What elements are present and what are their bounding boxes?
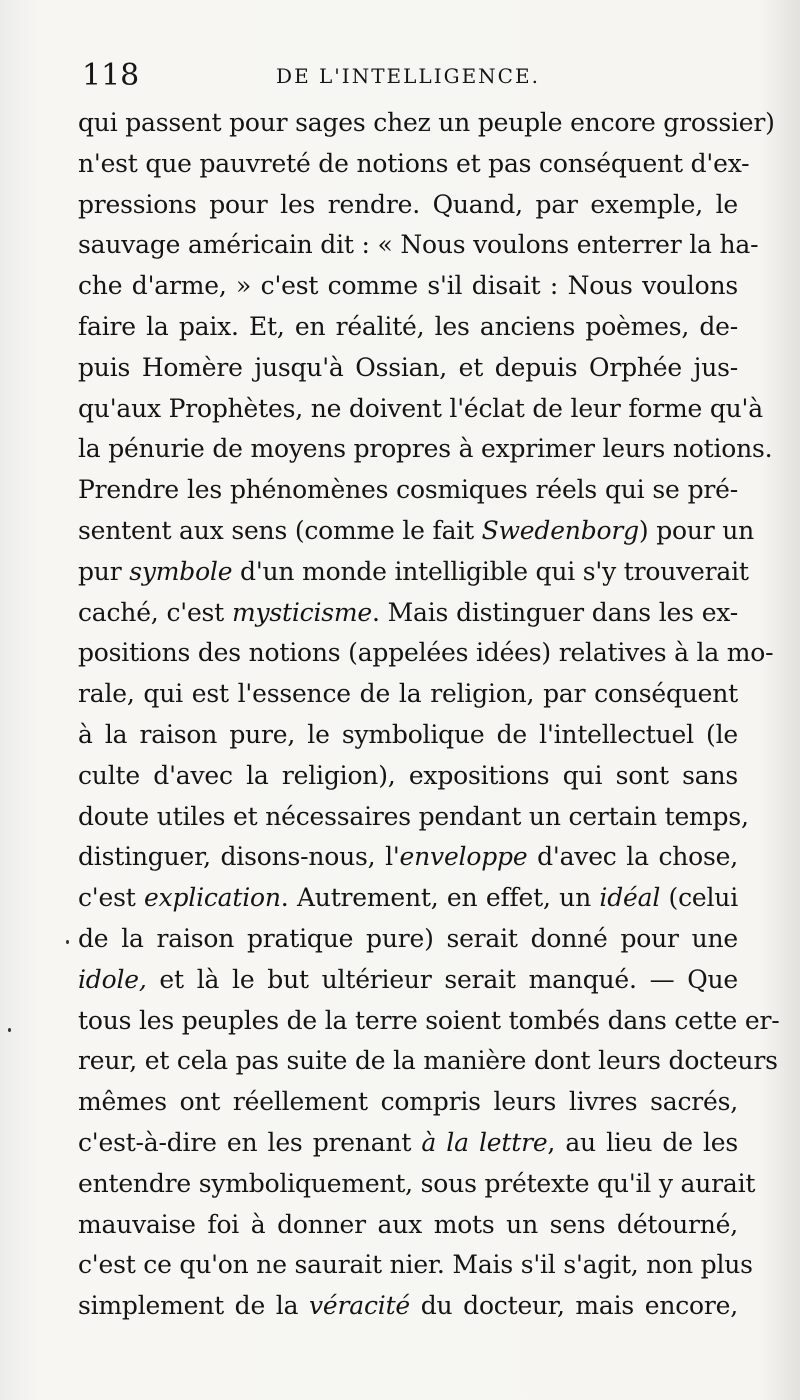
text-segment: reur, et cela pas suite de la manière dont leurs docteurs — [78, 1046, 778, 1076]
text-segment: che d'arme, » c'est comme s'il disait : Nous voulons — [78, 271, 738, 301]
text-line — [78, 593, 738, 634]
text-segment: doute utiles et nécessaires pendant un certain temps, — [78, 801, 749, 831]
text-line — [78, 960, 738, 1001]
italic-text: Swedenborg — [481, 515, 639, 545]
text-line — [78, 878, 738, 919]
text-segment: qui passent pour sages chez un peuple encore grossier) — [78, 108, 775, 137]
text-segment: de la raison pratique pure) serait donné pour une — [78, 923, 738, 953]
text-segment: pur — [78, 556, 130, 586]
text-line — [78, 552, 749, 593]
text-segment: rale, qui est l'essence de la religion, par conséquent — [78, 679, 738, 709]
italic-text: enveloppe — [399, 842, 528, 872]
text-segment: . Autrement, en effet, un — [280, 883, 600, 913]
text-segment: d'un monde intelligible qui s'y trouverait — [232, 556, 749, 586]
text-line — [78, 715, 738, 756]
text-segment: simplement de la — [78, 1291, 309, 1321]
text-line — [78, 674, 738, 715]
text-line — [78, 225, 759, 266]
text-segment: ) pour un — [638, 515, 755, 545]
text-segment: . Mais distinguer dans les ex- — [371, 597, 738, 627]
text-line — [78, 103, 775, 144]
text-segment: distinguer, disons-nous, l' — [78, 842, 400, 872]
text-line — [78, 1082, 738, 1123]
text-line — [78, 1001, 780, 1042]
italic-text: véracité — [309, 1291, 411, 1321]
text-line — [78, 1164, 756, 1205]
text-segment: c'est-à-dire en les prenant — [78, 1127, 422, 1157]
page-header — [78, 58, 738, 98]
text-line — [78, 756, 738, 797]
text-segment: sauvage américain dit : « Nous voulons enterrer la ha- — [78, 230, 759, 260]
text-segment: tous les peuples de la terre soient tombés dans cette er- — [78, 1005, 780, 1035]
text-line — [78, 633, 774, 674]
text-segment: d'avec la chose, — [527, 842, 738, 872]
ink-speck — [66, 940, 69, 944]
text-line — [78, 266, 738, 307]
italic-text: à la lettre — [421, 1127, 548, 1157]
text-line — [78, 1286, 738, 1327]
text-segment: à la raison pure, le symbolique de l'intellectuel (le — [78, 719, 738, 749]
text-line — [78, 429, 773, 470]
italic-text: explication — [143, 883, 281, 913]
text-line — [78, 511, 755, 552]
text-segment: du docteur, mais encore, — [410, 1291, 738, 1321]
text-segment: et là le but ultérieur serait manqué. — Que — [146, 964, 738, 994]
text-segment: entendre symboliquement, sous prétexte qu'il y aurait — [78, 1168, 756, 1198]
text-segment: sentent aux sens (comme le fait — [78, 515, 482, 545]
text-line — [78, 1205, 738, 1246]
text-segment: Prendre les phénomènes cosmiques réels qui se pré- — [78, 475, 738, 505]
text-segment: qu'aux Prophètes, ne doivent l'éclat de leur forme qu'à — [78, 393, 763, 423]
text-segment: c'est ce qu'on ne saurait nier. Mais s'il s'agit, non plus — [78, 1250, 753, 1280]
text-line — [78, 185, 738, 226]
text-segment: caché, c'est — [78, 597, 232, 627]
text-line — [78, 1041, 778, 1082]
text-line — [78, 1123, 738, 1164]
text-segment: faire la paix. Et, en réalité, les anciens poèmes, de- — [78, 311, 738, 341]
text-line — [78, 919, 738, 960]
text-line — [78, 389, 763, 430]
text-line — [78, 837, 738, 878]
page-number: 118 — [82, 58, 140, 93]
text-segment: pressions pour les rendre. Quand, par exemple, le — [78, 189, 738, 219]
text-segment: (celui — [660, 883, 738, 913]
text-segment: la pénurie de moyens propres à exprimer leurs notions. — [78, 434, 773, 464]
text-segment: puis Homère jusqu'à Ossian, et depuis Orphée jus- — [78, 352, 738, 382]
text-segment: n'est que pauvreté de notions et pas conséquent d'ex- — [78, 148, 750, 178]
text-segment: c'est — [78, 883, 144, 913]
text-segment: culte d'avec la religion), expositions qui sont sans — [78, 760, 738, 790]
text-line — [78, 307, 738, 348]
italic-text: idéal — [599, 883, 661, 913]
italic-text: idole, — [78, 964, 147, 994]
text-line — [78, 797, 749, 838]
text-segment: , au lieu de les — [547, 1127, 738, 1157]
body-text — [78, 103, 780, 1327]
italic-text: mysticisme — [231, 597, 372, 627]
text-line — [78, 470, 738, 511]
text-segment: mauvaise foi à donner aux mots un sens détourné, — [78, 1209, 738, 1239]
text-segment: mêmes ont réellement compris leurs livres sacrés, — [78, 1087, 738, 1117]
ink-speck — [8, 1028, 11, 1032]
text-line — [78, 1245, 753, 1286]
text-segment: positions des notions (appelées idées) relatives à la mo- — [78, 638, 774, 668]
text-line — [78, 348, 738, 389]
running-title: DE L'INTELLIGENCE. — [276, 64, 540, 88]
text-line — [78, 144, 750, 185]
italic-text: symbole — [129, 556, 233, 586]
